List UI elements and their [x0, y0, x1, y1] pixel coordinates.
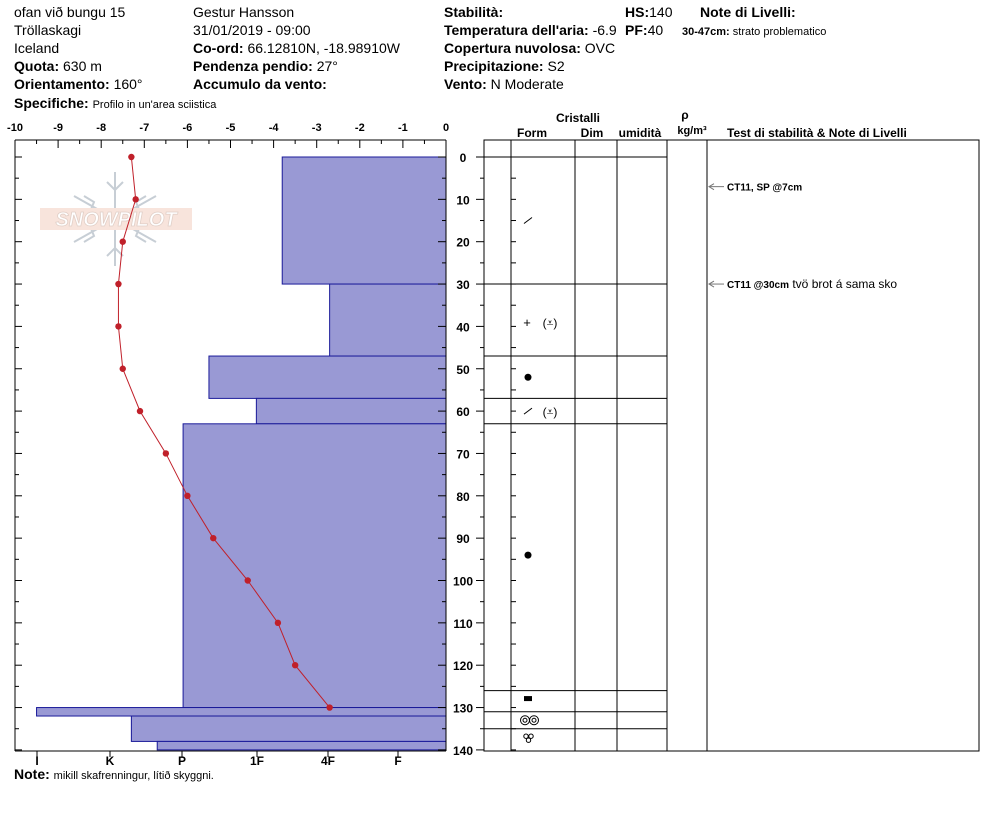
- cloud-value: OVC: [584, 40, 616, 56]
- temp-tick-label: -2: [354, 122, 365, 134]
- depth-tick-label: 50: [456, 362, 470, 377]
- melt-freeze-icon: [523, 718, 527, 722]
- stability-test-comment: tvö brot á sama sko: [789, 277, 898, 292]
- grain-symbol-rounded: [525, 552, 532, 559]
- depth-tick-label: 140: [452, 743, 474, 758]
- temp-tick-label: -9: [53, 122, 63, 134]
- temp-tick-label: -1: [398, 122, 408, 134]
- snowpilot-logo: [40, 172, 192, 266]
- precip-label: Precipitazione:: [444, 58, 544, 74]
- slope-label: Pendenza pendio:: [193, 58, 313, 74]
- pf-label: PF:: [625, 22, 648, 38]
- note-label: Note:: [14, 766, 50, 782]
- stability-test-label: CT11 @30cm: [727, 280, 790, 292]
- aspect-label: Orientamento:: [14, 76, 110, 92]
- note-text: mikill skafrenningur, lítið skyggni.: [53, 770, 214, 782]
- temp-point: [292, 662, 298, 668]
- hardness-layer: [183, 424, 446, 708]
- grain-symbol-decomposing: [524, 218, 532, 224]
- elevation-value: 630 m: [63, 58, 102, 74]
- decomposing-icon: [524, 218, 532, 224]
- aspect-value: 160°: [113, 76, 143, 92]
- depth-tick-label: 130: [452, 701, 474, 716]
- specifics-label: Specifiche:: [14, 95, 89, 111]
- temp-tick-label: -7: [139, 122, 150, 134]
- depth-tick-label: 90: [456, 532, 470, 547]
- hardness-axis: [35, 751, 401, 768]
- hardness-layer: [330, 284, 446, 356]
- surface-hoar-icon: (⩡): [542, 405, 558, 420]
- rho-header: ρ: [681, 108, 689, 122]
- new-snow-icon: +: [523, 315, 531, 331]
- temp-point: [115, 281, 121, 287]
- hardness-tick-label: I: [35, 754, 39, 768]
- temp-point: [184, 493, 190, 499]
- other-grain-icon: [526, 738, 530, 742]
- depth-tick-label: 10: [456, 193, 470, 208]
- layer-notes-text: strato problematico: [732, 26, 827, 38]
- wind-label: Vento:: [444, 76, 487, 92]
- layer-notes-label: Note di Livelli:: [700, 4, 796, 20]
- decomposing-icon: [524, 408, 532, 414]
- temp-tick-label: -8: [96, 122, 107, 134]
- cloud-label: Copertura nuvolosa:: [444, 40, 581, 56]
- temp-point: [163, 450, 169, 456]
- dim-header: Dim: [580, 126, 604, 140]
- temp-tick-label: -3: [311, 122, 322, 134]
- air-temp-label: Temperatura dell'aria:: [444, 22, 589, 38]
- temp-tick-label: -6: [182, 122, 193, 134]
- depth-tick-label: 60: [456, 405, 470, 420]
- rounded-grain-icon: [525, 552, 532, 559]
- temp-point: [137, 408, 143, 414]
- surface-hoar-icon: (⩡): [542, 316, 558, 331]
- country-name: Iceland: [14, 40, 60, 56]
- hardness-tick-label: P: [177, 754, 187, 768]
- depth-tick-label: 80: [456, 489, 470, 504]
- layer-notes-range: 30-47cm:: [682, 26, 730, 38]
- temp-point: [128, 154, 134, 160]
- air-temp-value: -6.9: [592, 22, 617, 38]
- grain-symbol-rounded: [525, 374, 532, 381]
- stability-test: [727, 183, 802, 194]
- hardness-tick-label: F: [394, 754, 402, 768]
- grain-table-frame: [484, 140, 979, 751]
- temp-point: [245, 577, 251, 583]
- grain-table: [484, 108, 979, 751]
- temp-tick-label: -5: [225, 122, 236, 134]
- temp-point: [120, 366, 126, 372]
- grain-symbol-decomposing-surfacehoar: [524, 405, 557, 419]
- rounded-grain-icon: [525, 374, 532, 381]
- depth-tick-label: 120: [452, 659, 474, 674]
- depth-tick-label: 40: [456, 320, 470, 335]
- elevation-label: Quota:: [14, 58, 60, 74]
- coord-value: 66.12810N, -18.98910W: [247, 40, 400, 56]
- temp-tick-label: 0: [442, 122, 450, 134]
- logo-text: SNOWPILOT: [55, 209, 177, 231]
- density-unit-header: kg/m³: [677, 125, 707, 137]
- temp-point: [210, 535, 216, 541]
- grain-symbol-ice: [524, 696, 532, 701]
- depth-tick-label: 20: [456, 235, 470, 250]
- tests-header: Test di stabilità & Note di Livelli: [727, 126, 907, 140]
- wind-loading-label: Accumulo da vento:: [193, 76, 327, 92]
- grain-symbol-meltfreeze: [521, 716, 539, 725]
- slope-value: 27°: [316, 58, 338, 74]
- cristalli-header: Cristalli: [555, 111, 601, 125]
- temp-tick-label: -4: [268, 122, 279, 134]
- grain-symbol-other: [524, 734, 533, 742]
- precip-value: S2: [547, 58, 565, 74]
- stability-test: [727, 277, 897, 291]
- location-name: ofan við bungu 15: [14, 4, 126, 20]
- ice-layer-icon: [524, 696, 532, 701]
- depth-tick-label: 110: [453, 616, 473, 631]
- depth-tick-label: 70: [456, 447, 470, 462]
- hardness-tick-label: 4F: [320, 754, 336, 768]
- temp-point: [275, 620, 281, 626]
- temp-tick-label: -10: [7, 122, 23, 134]
- temp-point: [115, 323, 121, 329]
- form-header: Form: [517, 126, 547, 140]
- melt-freeze-icon: [530, 716, 539, 725]
- observation-datetime: 31/01/2019 - 09:00: [193, 22, 311, 38]
- hardness-layer: [131, 716, 446, 741]
- wind-value: N Moderate: [490, 76, 564, 92]
- grain-symbol-newsnow-surfacehoar: [523, 315, 557, 330]
- hs-value: 140: [649, 4, 673, 20]
- hardness-profile: [15, 140, 446, 751]
- hardness-layer: [282, 157, 446, 284]
- stability-label: Stabilità:: [444, 4, 504, 20]
- specifics-value: Profilo in un'area sciistica: [92, 99, 217, 111]
- hardness-layer: [37, 708, 446, 716]
- pf-value: 40: [647, 22, 664, 38]
- stability-test-label: CT11, SP @7cm: [727, 182, 803, 194]
- stability-tests: [709, 183, 897, 291]
- hardness-tick-label: 1F: [249, 754, 265, 768]
- melt-freeze-icon: [532, 718, 536, 722]
- melt-freeze-icon: [521, 716, 530, 725]
- depth-tick-label: 100: [452, 574, 474, 589]
- temp-point: [326, 704, 332, 710]
- hardness-tick-label: K: [105, 754, 115, 768]
- temp-point: [120, 239, 126, 245]
- hardness-layer: [256, 398, 446, 423]
- region-name: Tröllaskagi: [14, 22, 82, 38]
- depth-tick-label: 30: [456, 278, 470, 293]
- depth-tick-label: 0: [459, 151, 467, 165]
- umidita-header: umidità: [618, 126, 662, 140]
- temperature-axis: [7, 122, 449, 148]
- coord-label: Co-ord:: [193, 40, 244, 56]
- hardness-layer: [209, 356, 446, 398]
- temp-point: [132, 196, 138, 202]
- observer-name: Gestur Hansson: [193, 4, 295, 20]
- hs-label: HS:: [625, 4, 650, 20]
- hardness-layer: [157, 741, 446, 749]
